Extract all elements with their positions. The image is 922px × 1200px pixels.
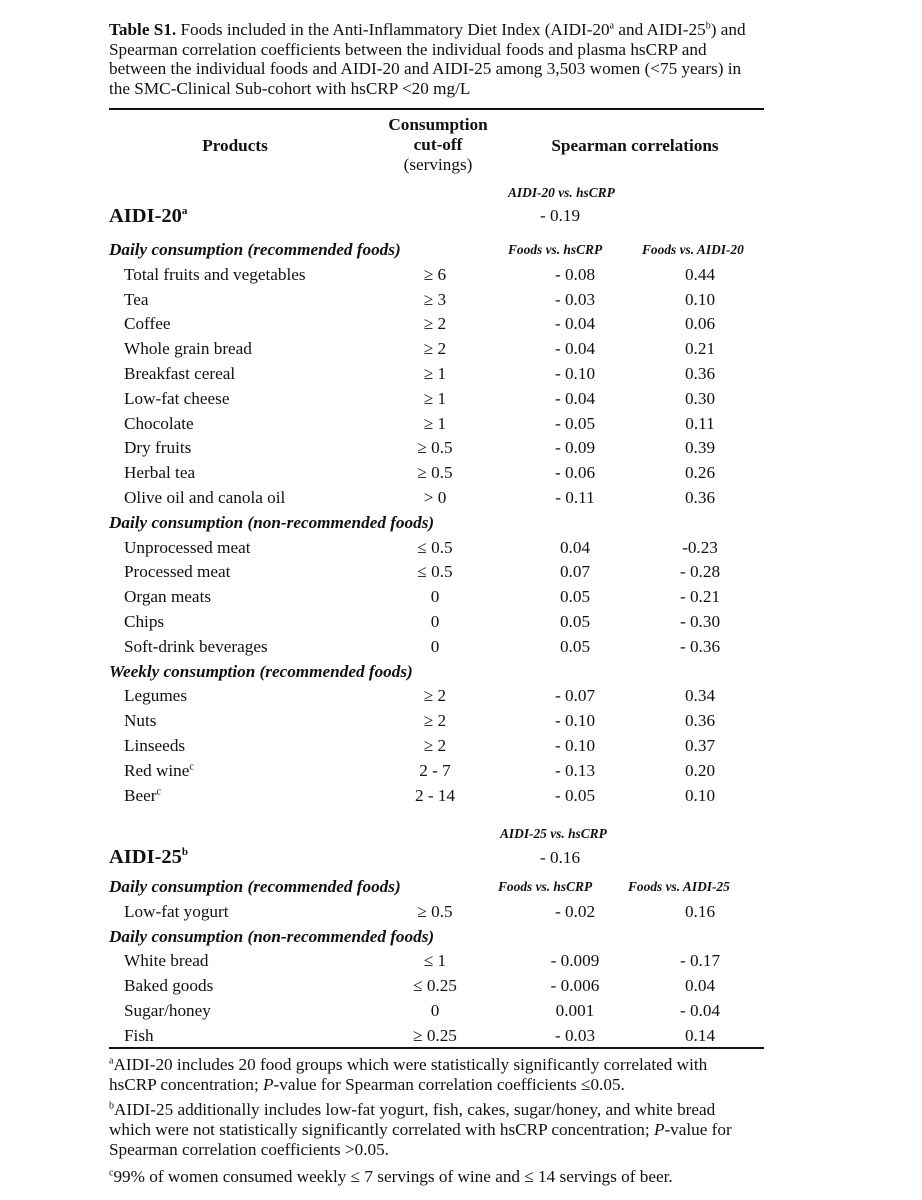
corr-index-value: - 0.28: [679, 562, 721, 582]
corr-index-value: - 0.21: [679, 587, 721, 607]
footnote-c: $^c$99% of women consumed weekly ≤ 7 servings of wine and ≤ 14 servings of beer.: [109, 1167, 673, 1186]
corr-index-value: 0.36: [684, 364, 716, 383]
aidi25-title: AIDI-25$^b$: [109, 846, 189, 868]
food-name: Linseeds: [124, 736, 186, 755]
table-row: [0, 612, 922, 636]
table-row: [0, 463, 922, 487]
cutoff-value: ≥ 0.5: [417, 463, 453, 483]
corr-index-value: 0.30: [684, 388, 716, 408]
food-name: Herbal tea: [124, 463, 196, 483]
cutoff-value: 0: [430, 612, 440, 631]
food-name: Unprocessed meat: [124, 537, 251, 557]
corr-hscrp-value: - 0.04: [554, 314, 596, 334]
corr-hscrp-value: - 0.05: [554, 785, 596, 805]
corr-hscrp-value: 0.001: [555, 1001, 595, 1020]
cutoff-value: ≥ 6: [423, 264, 447, 284]
table-row: [0, 389, 922, 413]
corr-index-value: -0.23: [682, 537, 718, 557]
corr-hscrp-value: 0.05: [559, 612, 591, 631]
food-name: Whole grain bread: [124, 339, 252, 359]
footnote-b: $^b$AIDI-25 additionally includes low-fat yogurt, fish, cakes, sugar/honey, and white bread which were not statistically significantly correlated with hsCRP concentration; P-value for Spearman correlation coefficients >0.05.: [109, 1100, 732, 1159]
cutoff-value: ≥ 0.5: [417, 901, 453, 921]
corr-hscrp-value: - 0.07: [554, 686, 596, 706]
corr-hscrp-value: 0.05: [559, 587, 591, 607]
food-name: Dry fruits: [124, 438, 192, 458]
cutoff-value: 2 - 14: [414, 785, 456, 805]
table-row: [0, 637, 922, 661]
cutoff-value: ≥ 2: [423, 736, 447, 755]
corr-hscrp-value: - 0.03: [554, 1025, 596, 1045]
cutoff-value: ≥ 3: [423, 289, 447, 309]
corr-hscrp-value: - 0.04: [554, 339, 596, 359]
corr-hscrp-value: - 0.10: [554, 736, 596, 755]
table-row: [0, 538, 922, 562]
food-name: Red wine$^c$: [124, 760, 194, 780]
corr-hscrp-value: 0.04: [559, 537, 591, 557]
table-row: [0, 339, 922, 363]
cutoff-value: 2 - 7: [419, 760, 451, 780]
table-row: [0, 976, 922, 1000]
table-row: [0, 761, 922, 785]
food-name: Low-fat yogurt: [124, 901, 229, 921]
aidi20-overall-label: AIDI-20 vs. hsCRP: [508, 185, 615, 200]
column-header-foods-vs-index: Foods vs. AIDI-20: [642, 242, 744, 257]
aidi25-overall-label: AIDI-25 vs. hsCRP: [500, 826, 607, 841]
corr-hscrp-value: - 0.09: [554, 438, 596, 458]
corr-hscrp-value: - 0.006: [550, 976, 600, 996]
food-name: Organ meats: [124, 587, 212, 607]
table-row: [0, 364, 922, 388]
corr-hscrp-value: - 0.05: [554, 413, 596, 433]
food-name: Soft-drink beverages: [124, 636, 268, 656]
cutoff-value: ≤ 0.5: [417, 537, 453, 557]
corr-index-value: 0.39: [684, 438, 716, 458]
corr-index-value: 0.34: [684, 686, 716, 706]
corr-index-value: - 0.36: [679, 636, 721, 656]
header-spearman: Spearman correlations: [551, 136, 719, 155]
table-row: [0, 438, 922, 462]
corr-hscrp-value: - 0.009: [550, 951, 600, 971]
corr-index-value: 0.37: [684, 736, 716, 755]
corr-index-value: - 0.17: [679, 951, 721, 971]
corr-index-value: 0.06: [684, 314, 716, 334]
food-name: Baked goods: [124, 976, 214, 996]
corr-hscrp-value: - 0.13: [554, 760, 596, 780]
food-name: Chocolate: [124, 413, 194, 433]
corr-index-value: - 0.04: [679, 1001, 721, 1020]
table-row: [0, 951, 922, 975]
food-name: Chips: [124, 612, 165, 631]
cutoff-value: ≥ 1: [423, 413, 447, 433]
aidi20-title: AIDI-20$^a$: [109, 205, 188, 227]
table-bottom-rule: [109, 1047, 764, 1049]
food-name: Sugar/honey: [124, 1001, 211, 1020]
food-name: Nuts: [124, 711, 157, 731]
food-name: Processed meat: [124, 562, 231, 582]
section-label: Daily consumption (recommended foods): [109, 240, 401, 259]
corr-index-value: 0.36: [684, 488, 716, 507]
corr-index-value: 0.20: [684, 760, 716, 780]
cutoff-value: ≤ 0.5: [417, 562, 453, 582]
food-name: Tea: [124, 289, 149, 309]
food-name: Coffee: [124, 314, 171, 334]
column-header-foods-vs-index: Foods vs. AIDI-25: [628, 879, 730, 894]
corr-index-value: 0.36: [684, 711, 716, 731]
food-name: Olive oil and canola oil: [124, 488, 286, 507]
cutoff-value: 0: [430, 1001, 440, 1020]
table-row: [0, 736, 922, 760]
caption-label: Table S1.: [109, 20, 177, 39]
food-name: Total fruits and vegetables: [124, 264, 306, 284]
column-header-foods-vs-hscrp: Foods vs. hsCRP: [508, 242, 603, 257]
table-top-rule: [109, 108, 764, 110]
corr-index-value: - 0.30: [679, 612, 721, 631]
corr-hscrp-value: - 0.06: [554, 463, 596, 483]
cutoff-value: ≥ 2: [423, 711, 447, 731]
corr-hscrp-value: - 0.04: [554, 388, 596, 408]
corr-index-value: 0.44: [684, 264, 716, 284]
corr-index-value: 0.11: [685, 413, 715, 433]
cutoff-value: ≤ 1: [423, 951, 447, 971]
cutoff-value: ≥ 1: [423, 388, 447, 408]
cutoff-value: ≥ 2: [423, 686, 447, 706]
table-row: [0, 587, 922, 611]
corr-hscrp-value: - 0.03: [554, 289, 596, 309]
aidi20-overall-value: - 0.19: [540, 206, 581, 225]
table-row: [0, 414, 922, 438]
caption-line-1: Table S1. Foods included in the Anti-Inflammatory Diet Index (AIDI-20$^a$ and AIDI-25$^b$) and: [109, 20, 746, 39]
corr-hscrp-value: - 0.08: [554, 264, 596, 284]
cutoff-value: ≥ 1: [423, 364, 447, 383]
corr-hscrp-value: - 0.11: [555, 488, 595, 507]
header-cutoff: Consumption cut-off (servings): [388, 115, 488, 174]
corr-index-value: 0.14: [684, 1025, 716, 1045]
food-name: Legumes: [124, 686, 188, 706]
section-label: Daily consumption (non-recommended foods): [109, 512, 435, 532]
section-label: Daily consumption (recommended foods): [109, 877, 401, 896]
food-name: Low-fat cheese: [124, 388, 230, 408]
footnote-a: $^a$AIDI-20 includes 20 food groups which were statistically significantly correlated with hsCRP concentration; P-value for Spearman correlation coefficients ≤0.05.: [109, 1055, 708, 1094]
caption-line-4: the SMC-Clinical Sub-cohort with hsCRP <20 mg/L: [109, 78, 471, 98]
table-row: [0, 786, 922, 810]
table-row: [0, 265, 922, 289]
corr-index-value: 0.10: [684, 289, 716, 309]
corr-index-value: 0.26: [684, 463, 716, 483]
cutoff-value: 0: [430, 636, 440, 656]
food-name: Beer$^c$: [124, 785, 161, 805]
cutoff-value: > 0: [423, 488, 447, 507]
caption-line-3: between the individual foods and AIDI-20 and AIDI-25 among 3,503 women (<75 years) in: [109, 59, 742, 78]
cutoff-value: ≥ 2: [423, 339, 447, 359]
corr-hscrp-value: 0.05: [559, 636, 591, 656]
table-row: [0, 562, 922, 586]
corr-index-value: 0.21: [684, 339, 716, 359]
corr-index-value: 0.16: [684, 901, 716, 921]
food-name: Breakfast cereal: [124, 364, 236, 383]
table-row: [0, 1001, 922, 1025]
food-name: Fish: [124, 1025, 154, 1045]
column-header-foods-vs-hscrp: Foods vs. hsCRP: [498, 879, 593, 894]
corr-hscrp-value: - 0.02: [554, 901, 596, 921]
section-label: Weekly consumption (recommended foods): [109, 661, 413, 681]
aidi25-overall-value: - 0.16: [540, 848, 581, 867]
table-row: [0, 314, 922, 338]
cutoff-value: 0: [430, 587, 440, 607]
table-row: [0, 902, 922, 926]
cutoff-value: ≤ 0.25: [413, 976, 457, 996]
table-row: [0, 711, 922, 735]
table-row: [0, 686, 922, 710]
corr-index-value: 0.10: [684, 785, 716, 805]
corr-index-value: 0.04: [684, 976, 716, 996]
cutoff-value: ≥ 0.25: [413, 1025, 457, 1045]
section-label: Daily consumption (non-recommended foods): [109, 926, 435, 946]
corr-hscrp-value: - 0.10: [554, 711, 596, 731]
caption-line-2: Spearman correlation coefficients between the individual foods and plasma hsCRP and: [109, 39, 707, 59]
table-row: [0, 290, 922, 314]
cutoff-value: ≥ 2: [423, 314, 447, 334]
table-caption: [109, 20, 799, 98]
header-products: Products: [202, 136, 268, 155]
corr-hscrp-value: - 0.10: [554, 364, 596, 383]
corr-hscrp-value: 0.07: [559, 562, 591, 582]
food-name: White bread: [124, 951, 209, 971]
table-row: [0, 488, 922, 512]
cutoff-value: ≥ 0.5: [417, 438, 453, 458]
